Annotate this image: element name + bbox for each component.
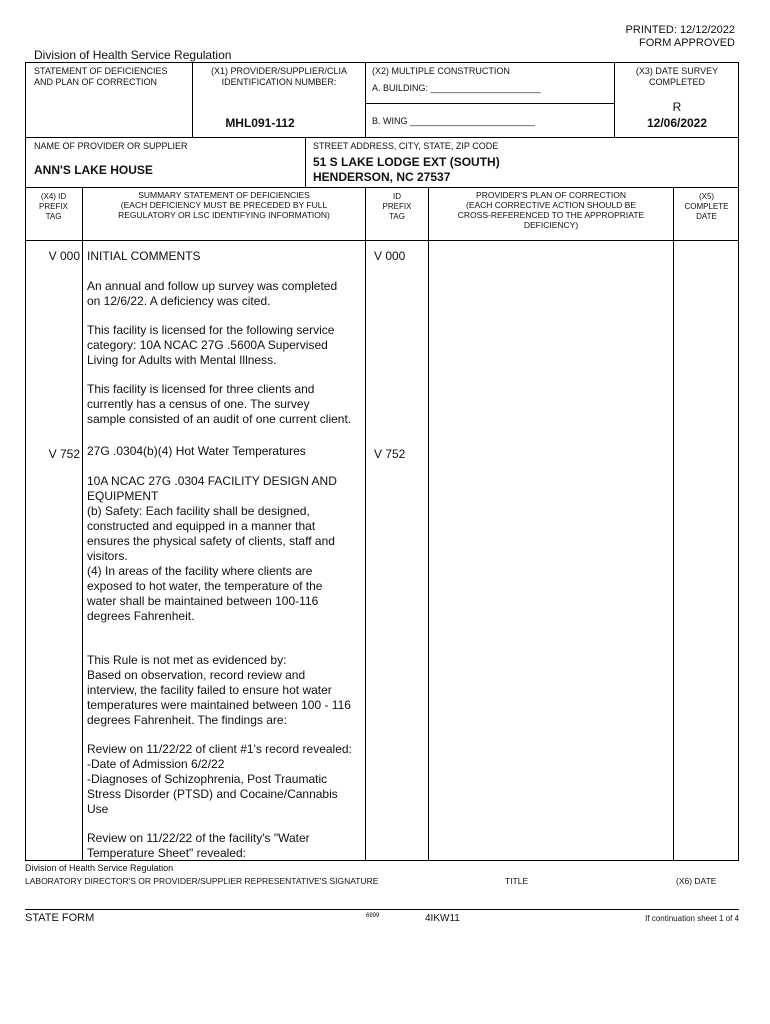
address-line-1: 51 S LAKE LODGE EXT (SOUTH) [313,155,500,169]
x1-label: (X1) PROVIDER/SUPPLIER/CLIA IDENTIFICATION NUMBER: [210,66,348,87]
address-line-2: HENDERSON, NC 27537 [313,170,451,184]
provider-name: ANN'S LAKE HOUSE [34,163,153,177]
record-review-paragraph: Review on 11/22/22 of client #1's record revealed: -Date of Admission 6/2/22 -Diagnoses of Schizophrenia, Post Traumatic Stress Disorder (PTSD) and Cocaine/Cannabis Use [87,742,352,816]
x4-header: (X4) ID PREFIX TAG [39,192,68,221]
survey-type: R [672,100,682,114]
building-field: A. BUILDING: ______________________ [372,83,541,93]
signature-label: LABORATORY DIRECTOR'S OR PROVIDER/SUPPLIER REPRESENTATIVE'S SIGNATURE [25,876,379,886]
summary-header: SUMMARY STATEMENT OF DEFICIENCIES (EACH DEFICIENCY MUST BE PRECEDED BY FULL REGULATORY OR LSC IDENTIFYING INFORMATION) [118,190,330,220]
initial-comments-heading: INITIAL COMMENTS [87,249,201,263]
plan-header: PROVIDER'S PLAN OF CORRECTION (EACH CORRECTIVE ACTION SHOULD BE CROSS-REFERENCED TO THE APPROPRIATE DEFICIENCY) [457,190,645,230]
form-code: 6899 [366,913,380,919]
rule-text-paragraph: 10A NCAC 27G .0304 FACILITY DESIGN AND EQUIPMENT (b) Safety: Each facility shall be designed, constructed and equipped in a manner that ensures the physical safety of clients, staff and visitors. (4) In areas of the facility where clients are exposed to hot water, the temperature of the water shall be maintained between 100-116 degrees Fahrenheit. [87,474,337,623]
findings-paragraph: This Rule is not met as evidenced by: Based on observation, record review and interview, the facility failed to ensure hot water temperatures were maintained between 100 - 116 degrees Fahrenheit. The findings are: [87,653,351,727]
tag-v000-right: V 000 [374,249,406,263]
provider-label: NAME OF PROVIDER OR SUPPLIER [34,141,188,151]
license-paragraph: This facility is licensed for the following service category: 10A NCAC 27G .5600A Supervised Living for Adults with Mental Illness. [87,323,335,367]
footer-agency: Division of Health Service Regulation [25,863,174,873]
survey-date: 12/06/2022 [646,116,708,130]
complete-date-header: (X5) COMPLETE DATE [684,192,729,221]
wing-field: B. WING _________________________ [372,116,536,126]
form-approved: FORM APPROVED [639,37,735,49]
state-form-label: STATE FORM [25,912,95,924]
water-temp-review-paragraph: Review on 11/22/22 of the facility's "Water Temperature Sheet" revealed: [87,831,310,860]
continuation-sheet: If continuation sheet 1 of 4 [645,914,739,923]
statement-label: STATEMENT OF DEFICIENCIES AND PLAN OF CORRECTION [34,66,168,87]
event-id: 4IKW11 [425,913,460,924]
tag-v752-right: V 752 [374,447,406,461]
address-label: STREET ADDRESS, CITY, STATE, ZIP CODE [313,141,499,151]
date-label: (X6) DATE [676,876,717,886]
tag-v000: V 000 [48,249,80,263]
survey-paragraph: An annual and follow up survey was completed on 12/6/22. A deficiency was cited. [87,279,338,308]
x3-label: (X3) DATE SURVEY COMPLETED [635,66,719,87]
title-label: TITLE [505,876,529,886]
census-paragraph: This facility is licensed for three clients and currently has a census of one. The survey sample consisted of an audit of one current client. [87,382,352,426]
printed-date: PRINTED: 12/12/2022 [625,24,735,36]
deficiency-narrative [87,249,363,861]
rule-title: 27G .0304(b)(4) Hot Water Temperatures [87,444,306,458]
id-prefix-header: ID PREFIX TAG [382,192,412,221]
agency-title: Division of Health Service Regulation [34,48,232,62]
tag-v752: V 752 [48,447,80,461]
x2-label: (X2) MULTIPLE CONSTRUCTION [372,66,510,76]
provider-id: MHL091-112 [225,116,295,130]
